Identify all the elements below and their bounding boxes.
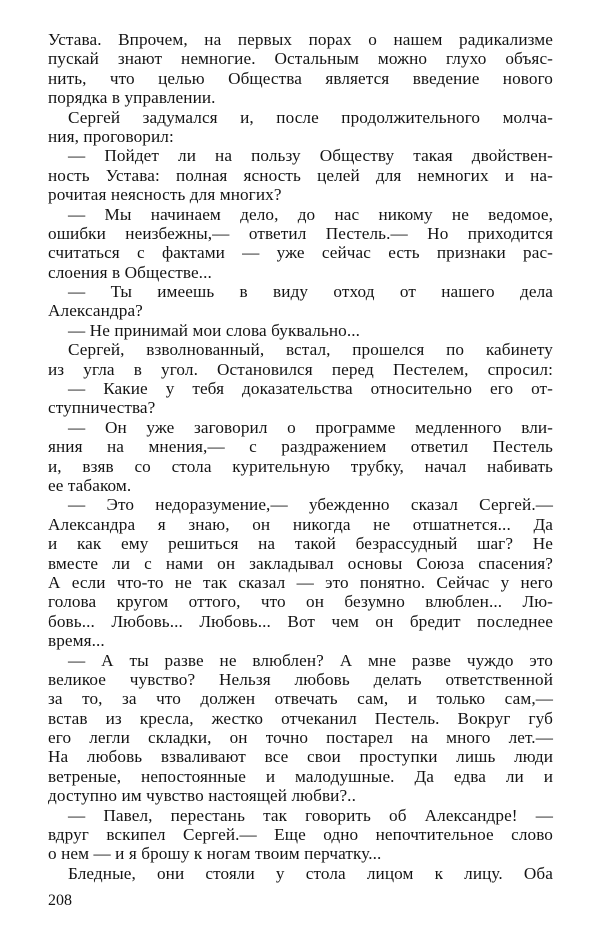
- text-line: встав из кресла, жестко отчеканил Пестель. Вокруг губ: [48, 708, 553, 728]
- text-line: великое чувство? Нельзя любовь делать ответственной: [48, 669, 553, 689]
- text-line: — Это недоразумение,— убежденно сказал Сергей.—: [68, 495, 553, 515]
- text-line: порядка в управлении.: [48, 88, 216, 108]
- text-line: его легли складки, он точно постарел на много лет.—: [48, 728, 553, 748]
- text-line: Сергей, взволнованный, встал, прошелся по кабинету: [68, 340, 553, 360]
- text-line: Сергей задумался и, после продолжительного молча-: [68, 107, 553, 127]
- text-line: Александра?: [48, 301, 143, 321]
- text-line: А если что-то не так сказал — это понятно. Сейчас у него: [48, 572, 553, 592]
- text-line: и как ему решиться на такой безрассудный шаг? Не: [48, 534, 553, 554]
- text-line: — А ты разве не влюблен? А мне разве чуждо это: [68, 650, 553, 670]
- text-line: считаться с фактами — уже сейчас есть признаки рас-: [48, 243, 553, 263]
- text-line: — Ты имеешь в виду отход от нашего дела: [68, 282, 553, 302]
- text-line: ность Устава: полная ясность целей для немногих и на-: [48, 165, 553, 185]
- text-line: рочитая неясность для многих?: [48, 185, 282, 205]
- text-line: ошибки неизбежны,— ответил Пестель.— Но приходится: [48, 223, 553, 243]
- text-line: время...: [48, 631, 105, 651]
- text-line: нить, что целью Общества является введение нового: [48, 68, 553, 88]
- text-line: вместе ли с нами он закладывал основы Союза спасения?: [48, 553, 553, 573]
- text-line: слоения в Обществе...: [48, 262, 212, 282]
- text-line: Бледные, они стояли у стола лицом к лицу. Оба: [68, 863, 553, 883]
- text-line: о нем — и я брошу к ногам твоим перчатку...: [48, 844, 382, 864]
- book-page-text: [48, 30, 553, 883]
- text-line: из угла в угол. Остановился перед Пестелем, спросил:: [48, 359, 553, 379]
- text-line: голова кругом оттого, что он безумно влюблен... Лю-: [48, 592, 553, 612]
- text-line: На любовь взваливают все свои проступки лишь люди: [48, 747, 553, 767]
- text-line: доступно им чувство настоящей любви?..: [48, 786, 356, 806]
- text-line: ступничества?: [48, 398, 156, 418]
- text-line: и, взяв со стола курительную трубку, начал набивать: [48, 456, 553, 476]
- page-number: 208: [48, 892, 72, 909]
- text-line: за то, за что должен отвечать сам, и только сам,—: [48, 689, 553, 709]
- text-line: ее табаком.: [48, 475, 132, 495]
- text-line: вдруг вскипел Сергей.— Еще одно непочтительное слово: [48, 825, 553, 845]
- text-line: — Какие у тебя доказательства относительно его от-: [68, 379, 553, 399]
- text-line: ния, проговорил:: [48, 126, 174, 146]
- text-line: Александра я знаю, он никогда не отшатнется... Да: [48, 514, 553, 534]
- text-line: бовь... Любовь... Любовь... Вот чем он бредит последнее: [48, 611, 553, 631]
- text-line: — Не принимай мои слова буквально...: [68, 320, 361, 340]
- text-line: — Пойдет ли на пользу Обществу такая двойствен-: [68, 146, 553, 166]
- text-line: ветреные, непостоянные и малодушные. Да едва ли и: [48, 766, 553, 786]
- text-line: Устава. Впрочем, на первых порах о нашем радикализме: [48, 30, 553, 49]
- text-line: — Павел, перестань так говорить об Александре! —: [68, 805, 553, 825]
- text-line: яния на мнения,— с раздражением ответил Пестель: [48, 437, 553, 457]
- text-line: пускай знают немногие. Остальным можно глухо объяс-: [48, 49, 553, 69]
- text-line: — Мы начинаем дело, до нас никому не ведомое,: [68, 204, 553, 224]
- text-line: — Он уже заговорил о программе медленного вли-: [68, 417, 553, 437]
